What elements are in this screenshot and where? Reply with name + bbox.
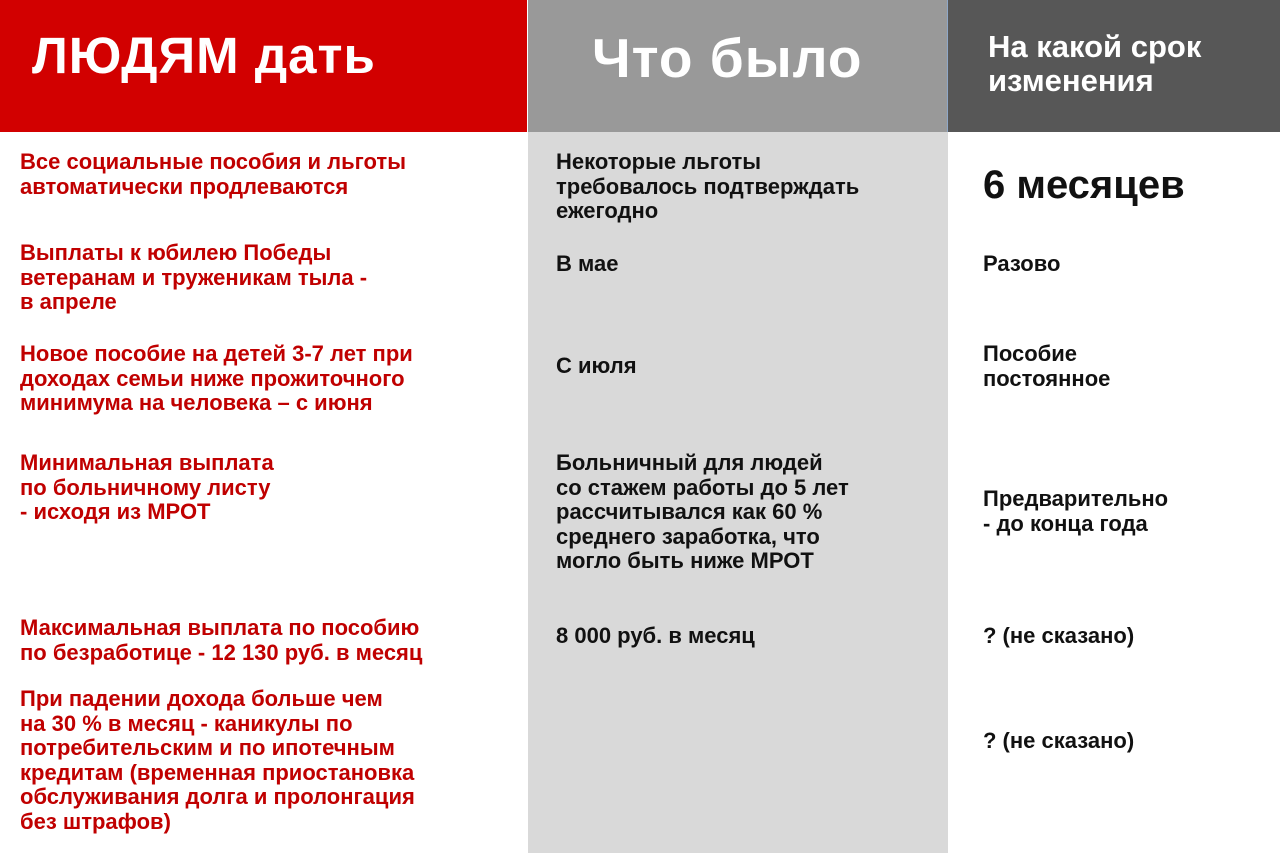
header-give — [0, 0, 527, 132]
row-4-term: Предварительно - до конца года — [983, 486, 1169, 536]
row-6-give: При падении дохода больше чем на 30 % в месяц - каникулы по потребительским и по ипотечным кредитам (временная приостановка обслуживания долга и пролонгация без штрафов) — [20, 686, 415, 834]
row-3-term: Пособие постоянное — [983, 341, 1111, 391]
row-4-was: Больничный для людей со стажем работы до 5 лет рассчитывался как 60 % среднего заработка, что могло быть ниже МРОТ — [556, 450, 849, 573]
header-give-title: ЛЮДЯМ дать — [32, 27, 376, 84]
row-3-give: Новое пособие на детей 3-7 лет при доходах семьи ниже прожиточного минимума на человека – с июня — [20, 341, 413, 415]
header-term — [948, 0, 1280, 132]
header-was-title: Что было — [592, 27, 863, 89]
row-6-term: ? (не сказано) — [983, 728, 1135, 753]
row-5-term: ? (не сказано) — [983, 623, 1135, 648]
row-5-was: 8 000 руб. в месяц — [556, 623, 755, 648]
row-2-term: Разово — [983, 251, 1061, 276]
row-1-term: 6 месяцев — [983, 163, 1185, 207]
row-3-was: С июля — [556, 353, 637, 378]
row-4-give: Минимальная выплата по больничному листу - исходя из МРОТ — [20, 450, 274, 524]
row-2-was: В мае — [556, 251, 619, 276]
row-2-give: Выплаты к юбилею Победы ветеранам и труженикам тыла - в апреле — [20, 240, 368, 314]
header-term-title: На какой срок изменения — [988, 29, 1202, 98]
row-1-give: Все социальные пособия и льготы автоматически продлеваются — [20, 149, 406, 199]
row-5-give: Максимальная выплата по пособию по безработице - 12 130 руб. в месяц — [20, 615, 423, 665]
header-was — [528, 0, 947, 132]
row-1-was: Некоторые льготы требовалось подтверждать ежегодно — [556, 149, 860, 223]
